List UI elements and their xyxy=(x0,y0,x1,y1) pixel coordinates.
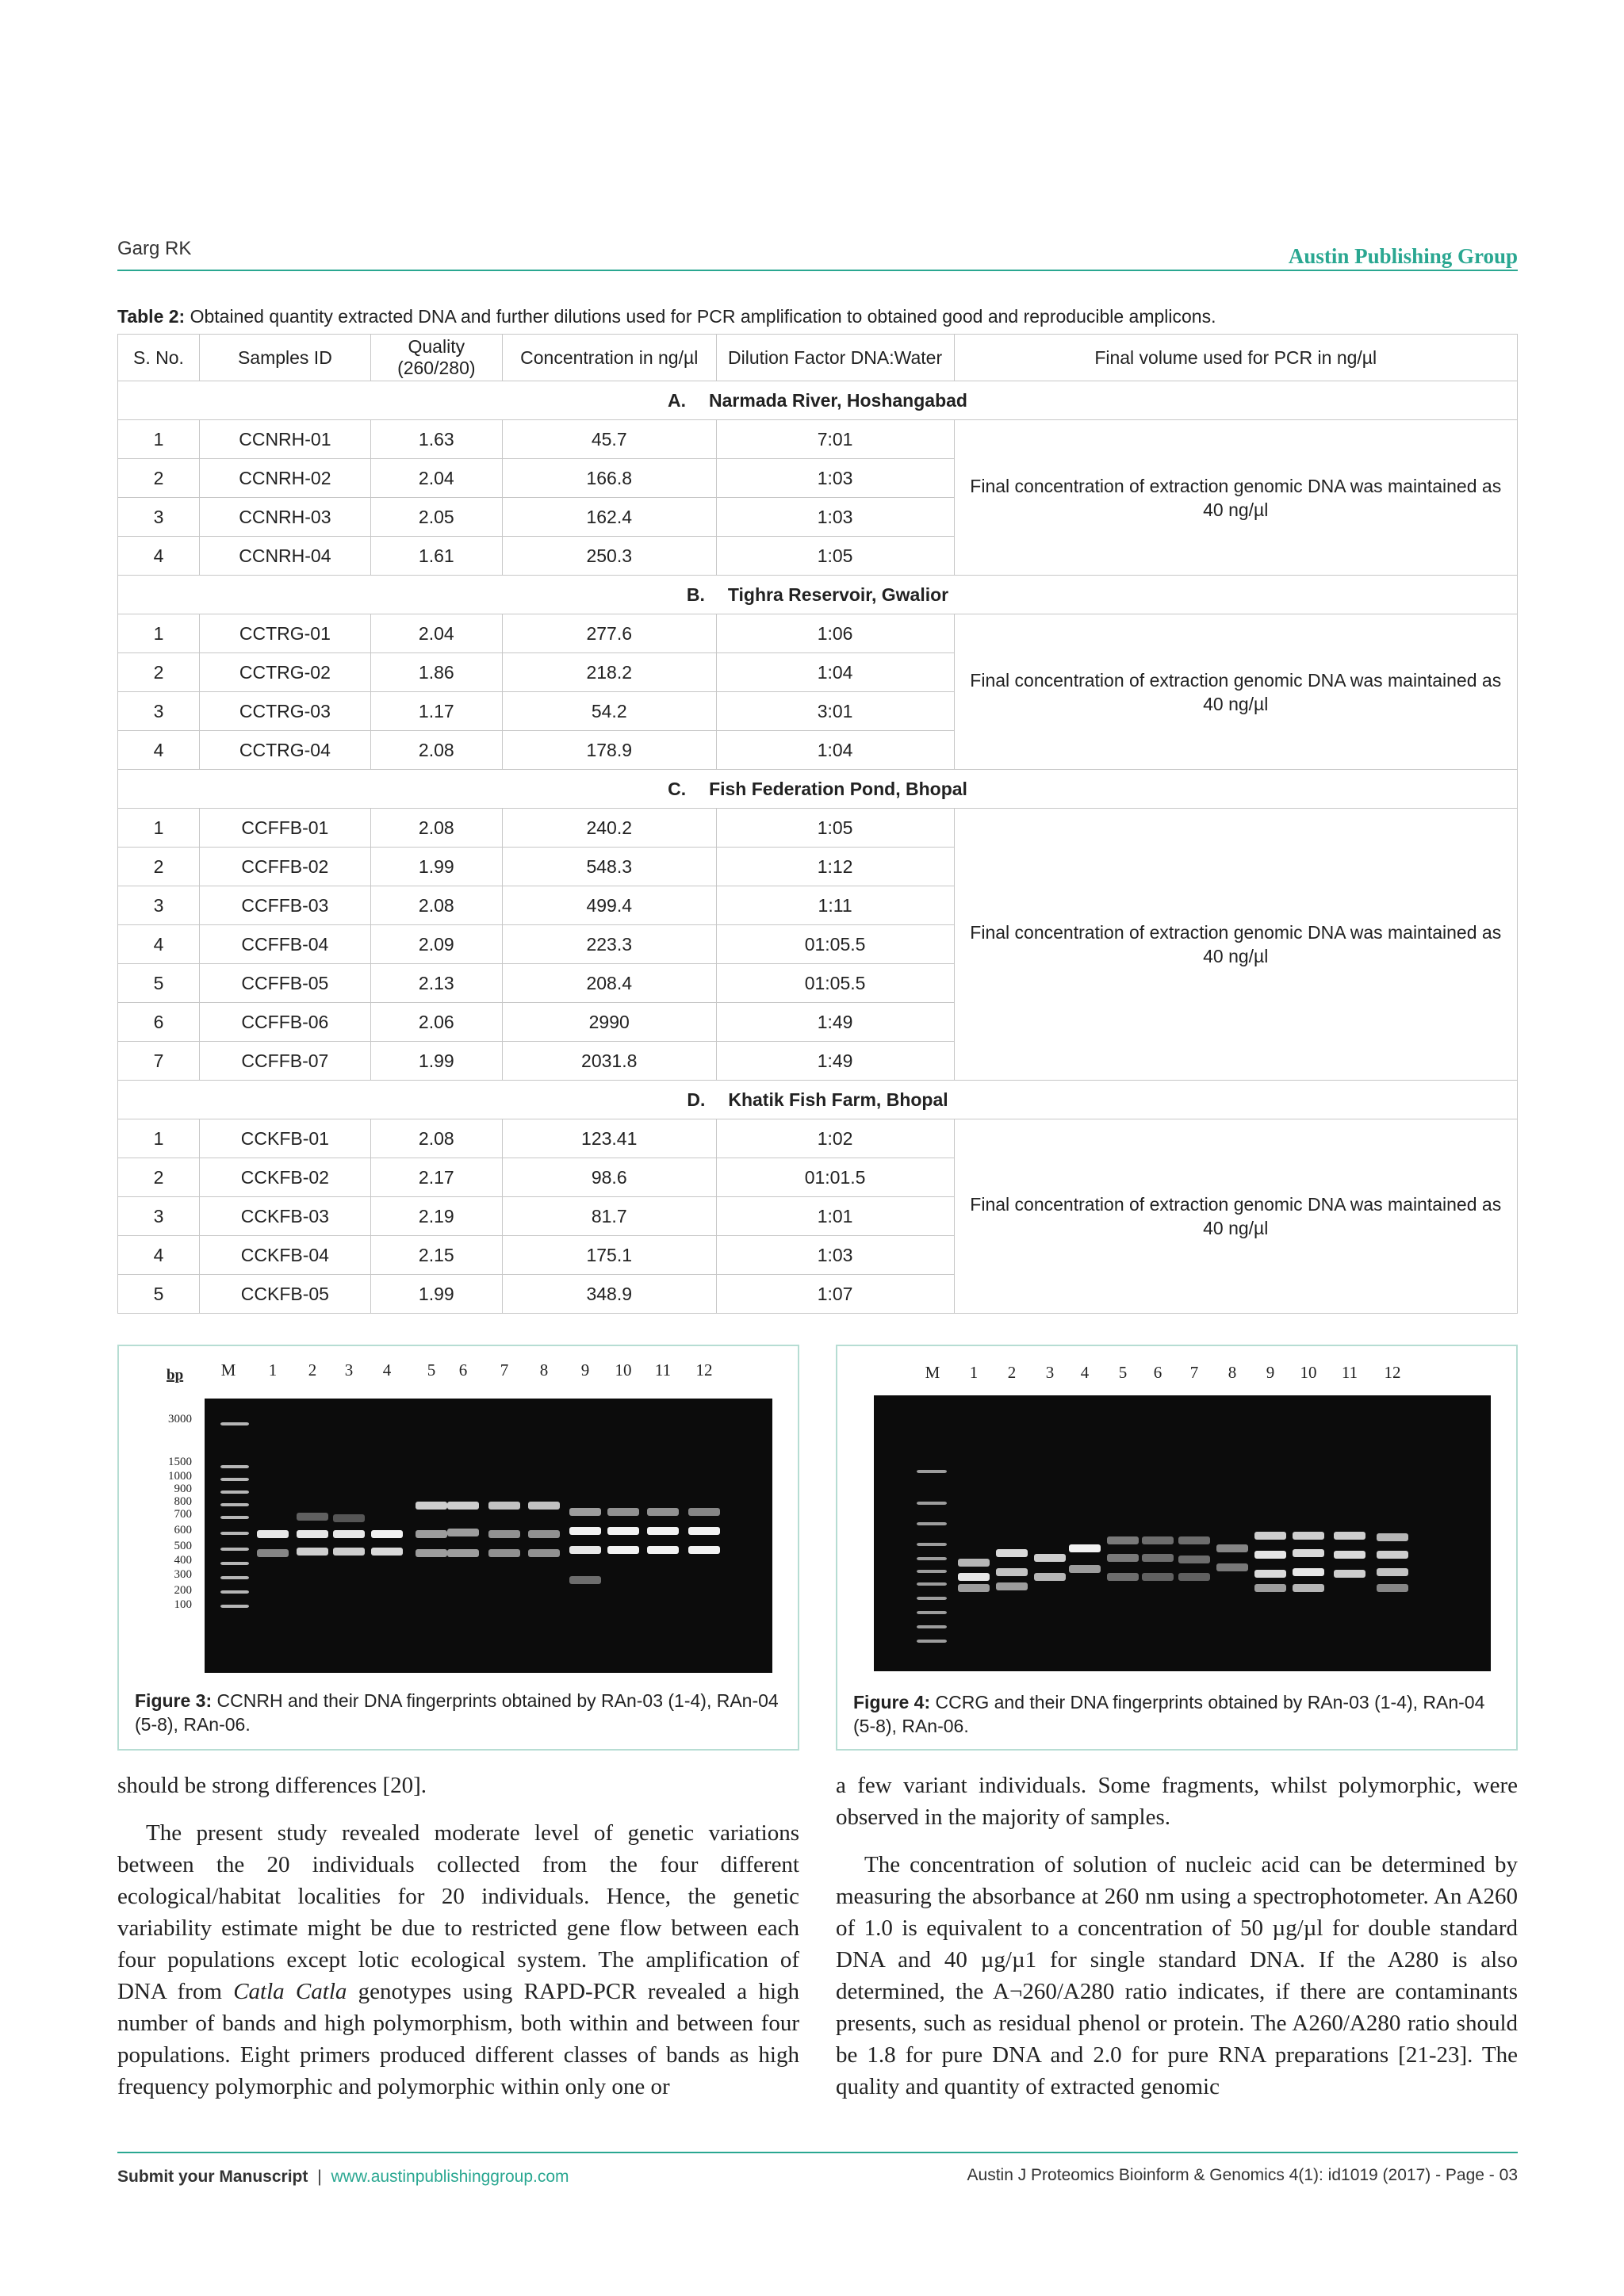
dna-band xyxy=(1293,1568,1324,1576)
lane-label: 11 xyxy=(1341,1363,1358,1382)
lane-label: 2 xyxy=(308,1360,317,1380)
figure-3 xyxy=(117,1345,799,1751)
table-cell: 4 xyxy=(118,537,200,576)
dna-band xyxy=(1377,1533,1408,1541)
footer-divider xyxy=(117,2152,1518,2153)
lane-label: 12 xyxy=(695,1360,713,1380)
table-cell: 348.9 xyxy=(502,1275,716,1314)
table-cell: 178.9 xyxy=(502,731,716,770)
table-cell: 54.2 xyxy=(502,692,716,731)
ladder-band xyxy=(917,1470,947,1473)
dna-band xyxy=(688,1527,720,1535)
dna-band xyxy=(371,1548,403,1556)
final-volume-note: Final concentration of extraction genomic DNA was maintained as 40 ng/µl xyxy=(954,1119,1518,1314)
dna-band xyxy=(257,1530,289,1538)
lane-label: 6 xyxy=(1153,1363,1162,1382)
dna-band xyxy=(1293,1584,1324,1592)
table-cell: 1:04 xyxy=(716,731,954,770)
dna-band xyxy=(1254,1584,1286,1592)
section-name: Khatik Fish Farm, Bhopal xyxy=(728,1089,948,1110)
table-cell: 1 xyxy=(118,1119,200,1158)
dna-band xyxy=(647,1508,679,1516)
ladder-band xyxy=(917,1625,947,1628)
ladder-label: 600 xyxy=(174,1524,192,1536)
dna-band xyxy=(1334,1551,1365,1559)
ladder-label: 900 xyxy=(174,1483,192,1495)
table-row xyxy=(118,614,1518,653)
table-cell: CCFFB-02 xyxy=(199,848,370,886)
ladder-label: 200 xyxy=(174,1584,192,1597)
dna-band xyxy=(447,1549,479,1557)
ladder-label: 700 xyxy=(174,1508,192,1521)
table-cell: 1.17 xyxy=(370,692,502,731)
table-section-row xyxy=(118,770,1518,809)
final-volume-note: Final concentration of extraction genomic DNA was maintained as 40 ng/µl xyxy=(954,420,1518,576)
table-cell: 218.2 xyxy=(502,653,716,692)
dna-band xyxy=(297,1548,328,1556)
table-cell: 7 xyxy=(118,1042,200,1081)
table-cell: CCKFB-01 xyxy=(199,1119,370,1158)
table-cell: CCFFB-01 xyxy=(199,809,370,848)
table-cell: 175.1 xyxy=(502,1236,716,1275)
dna-band xyxy=(1142,1573,1174,1581)
table-cell: 2.08 xyxy=(370,1119,502,1158)
dna-band xyxy=(1178,1536,1210,1544)
section-name: Tighra Reservoir, Gwalior xyxy=(727,584,949,605)
table-cell: 1:03 xyxy=(716,459,954,498)
lane-label: 9 xyxy=(580,1360,590,1380)
table-cell: 208.4 xyxy=(502,964,716,1003)
lane-label: 2 xyxy=(1007,1363,1017,1382)
submit-manuscript-label: Submit your Manuscript xyxy=(117,2168,308,2186)
paragraph: a few variant individuals. Some fragments, whilst polymorphic, were observed in the majority of samples. xyxy=(836,1773,1518,1830)
dna-band xyxy=(958,1584,990,1592)
figure-4-gel-image xyxy=(837,1346,1516,1687)
dna-band xyxy=(1142,1554,1174,1562)
table-cell: 01:05.5 xyxy=(716,964,954,1003)
publisher-url-link[interactable]: www.austinpublishinggroup.com xyxy=(331,2168,569,2186)
lane-label: 3 xyxy=(1045,1363,1055,1382)
table-cell: 6 xyxy=(118,1003,200,1042)
table-cell: 1:05 xyxy=(716,537,954,576)
table-cell: CCTRG-04 xyxy=(199,731,370,770)
dna-band xyxy=(1377,1584,1408,1592)
table-cell: 5 xyxy=(118,1275,200,1314)
footer-submit xyxy=(117,2168,569,2187)
section-heading xyxy=(118,1081,1518,1119)
dna-band xyxy=(1178,1573,1210,1581)
dna-band xyxy=(333,1548,365,1556)
table-cell: CCNRH-02 xyxy=(199,459,370,498)
table-cell: 1.99 xyxy=(370,1275,502,1314)
ladder-band xyxy=(917,1502,947,1505)
table-cell: 2.19 xyxy=(370,1197,502,1236)
ladder-band xyxy=(917,1597,947,1600)
table-cell: 2.09 xyxy=(370,925,502,964)
col-header-quality: Quality (260/280) xyxy=(370,335,502,381)
lane-label: 7 xyxy=(500,1360,509,1380)
lane-label: M xyxy=(220,1360,236,1380)
table-cell: 3 xyxy=(118,692,200,731)
table-cell: 2.04 xyxy=(370,459,502,498)
lane-labels xyxy=(925,1363,1401,1382)
table-cell: 45.7 xyxy=(502,420,716,459)
table-cell: 1.63 xyxy=(370,420,502,459)
lane-label: 6 xyxy=(458,1360,468,1380)
paragraph-text: The present study revealed moderate level of genetic variations between the 20 individuals collected from the four different ecological/habitat localities for 20 individuals. Hence, the genetic variability estimate might be due to restricted gene flow between each four populations except lotic ecological system. The amplification of DNA from xyxy=(117,1820,799,2004)
dna-band xyxy=(569,1546,601,1554)
ladder-label: 500 xyxy=(174,1540,192,1552)
table-cell: 123.41 xyxy=(502,1119,716,1158)
running-header-author: Garg RK xyxy=(117,238,192,259)
figure-4-caption-label: Figure 4: xyxy=(853,1692,931,1712)
table-cell: 1:04 xyxy=(716,653,954,692)
lane-label: 8 xyxy=(1228,1363,1237,1382)
ladder-band xyxy=(220,1576,249,1579)
dna-band xyxy=(1069,1565,1101,1573)
table-cell: 2990 xyxy=(502,1003,716,1042)
table-cell: 1:03 xyxy=(716,498,954,537)
ladder-band xyxy=(220,1465,249,1468)
figure-3-caption xyxy=(135,1689,785,1736)
dna-band xyxy=(416,1502,447,1510)
dna-band xyxy=(647,1527,679,1535)
dna-band xyxy=(528,1549,560,1557)
table-cell: 3 xyxy=(118,886,200,925)
table-row xyxy=(118,420,1518,459)
table-cell: 1 xyxy=(118,614,200,653)
dna-band xyxy=(958,1573,990,1581)
dna-band xyxy=(569,1508,601,1516)
dna-band xyxy=(1254,1570,1286,1578)
ladder-label: 1500 xyxy=(168,1456,192,1468)
lane-label: 7 xyxy=(1189,1363,1199,1382)
table-cell: 1:06 xyxy=(716,614,954,653)
figure-4 xyxy=(836,1345,1518,1751)
col-header-dilution: Dilution Factor DNA:Water xyxy=(716,335,954,381)
ladder-band xyxy=(917,1557,947,1560)
dna-band xyxy=(333,1514,365,1522)
dna-band xyxy=(996,1549,1028,1557)
table-row xyxy=(118,1119,1518,1158)
table-cell: 162.4 xyxy=(502,498,716,537)
section-name: Narmada River, Hoshangabad xyxy=(709,389,967,411)
lane-labels xyxy=(221,1360,713,1380)
publisher-name: Austin Publishing Group xyxy=(1288,244,1518,268)
ladder-band xyxy=(917,1582,947,1586)
paragraph xyxy=(117,1817,799,2103)
table-section-row xyxy=(118,576,1518,614)
table-cell: 1.99 xyxy=(370,1042,502,1081)
table-cell: 2.05 xyxy=(370,498,502,537)
dna-band xyxy=(1377,1568,1408,1576)
table-cell: 2.08 xyxy=(370,809,502,848)
lane-label: 4 xyxy=(382,1360,392,1380)
figure-4-caption-text: CCRG and their DNA fingerprints obtained by RAn-03 (1-4), RAn-04 (5-8), RAn-06. xyxy=(853,1692,1485,1736)
lane-label: M xyxy=(925,1363,940,1382)
footer-separator: | xyxy=(317,2168,322,2186)
ladder-labels xyxy=(168,1413,192,1611)
table-cell: 1.99 xyxy=(370,848,502,886)
paragraph: should be strong differences [20]. xyxy=(117,1773,427,1798)
dna-band xyxy=(1034,1554,1066,1562)
table-cell: CCNRH-03 xyxy=(199,498,370,537)
dna-band xyxy=(607,1527,639,1535)
dna-band xyxy=(1034,1573,1066,1581)
dna-band xyxy=(447,1529,479,1536)
lane-label: 12 xyxy=(1384,1363,1401,1382)
paragraph-text: genotypes using RAPD-PCR revealed a high number of bands and high polymorphism, both within and between four populations. Eight primers produced different classes of bands as high frequency polymorphic and polymorphic within only one or xyxy=(117,1979,799,2099)
final-volume-note: Final concentration of extraction genomic DNA was maintained as 40 ng/µl xyxy=(954,614,1518,770)
section-letter: B. xyxy=(686,584,705,605)
ladder-band xyxy=(220,1516,249,1519)
dna-band xyxy=(488,1530,520,1538)
dna-band xyxy=(958,1559,990,1567)
table-cell: CCFFB-03 xyxy=(199,886,370,925)
dna-band xyxy=(1107,1536,1139,1544)
footer-citation: Austin J Proteomics Bioinform & Genomics 4(1): id1019 (2017) - Page - 03 xyxy=(967,2166,1518,2184)
table-cell: 1:49 xyxy=(716,1003,954,1042)
dna-band xyxy=(333,1530,365,1538)
dna-band xyxy=(607,1546,639,1554)
table-cell: 2.08 xyxy=(370,886,502,925)
ladder-band xyxy=(917,1611,947,1614)
table-cell: 1 xyxy=(118,809,200,848)
section-letter: C. xyxy=(668,778,687,799)
dna-band xyxy=(416,1549,447,1557)
lane-label: 10 xyxy=(615,1360,632,1380)
ladder-band xyxy=(220,1478,249,1481)
table-cell: 1:02 xyxy=(716,1119,954,1158)
table-cell: 1:11 xyxy=(716,886,954,925)
dna-band xyxy=(688,1508,720,1516)
lane-label: 1 xyxy=(969,1363,979,1382)
table-cell: 277.6 xyxy=(502,614,716,653)
ladder-band xyxy=(220,1590,249,1594)
table-cell: CCFFB-04 xyxy=(199,925,370,964)
table-section-row xyxy=(118,1081,1518,1119)
table-cell: 3 xyxy=(118,498,200,537)
lane-label: 5 xyxy=(427,1360,436,1380)
bp-label: bp xyxy=(167,1367,184,1383)
body-column-right xyxy=(836,1770,1518,2103)
section-name: Fish Federation Pond, Bhopal xyxy=(709,778,967,799)
table-cell: 499.4 xyxy=(502,886,716,925)
table-cell: CCTRG-02 xyxy=(199,653,370,692)
table-cell: 2 xyxy=(118,1158,200,1197)
ladder-band xyxy=(917,1640,947,1643)
table-cell: CCKFB-02 xyxy=(199,1158,370,1197)
table-caption xyxy=(117,306,1216,327)
col-header-sno: S. No. xyxy=(118,335,200,381)
table-cell: CCTRG-03 xyxy=(199,692,370,731)
dna-band xyxy=(1216,1563,1248,1571)
dna-band xyxy=(688,1546,720,1554)
col-header-final-volume: Final volume used for PCR in ng/µl xyxy=(954,335,1518,381)
ladder-band xyxy=(917,1570,947,1573)
dna-band xyxy=(297,1530,328,1538)
table-cell: CCFFB-06 xyxy=(199,1003,370,1042)
lane-label: 5 xyxy=(1118,1363,1128,1382)
section-heading xyxy=(118,770,1518,809)
table-cell: 1.86 xyxy=(370,653,502,692)
lane-label: 4 xyxy=(1080,1363,1090,1382)
dna-quantity-table xyxy=(117,334,1518,1314)
ladder-label: 1000 xyxy=(168,1470,192,1483)
table-cell: CCNRH-01 xyxy=(199,420,370,459)
table-cell: 3:01 xyxy=(716,692,954,731)
header-divider xyxy=(117,270,1518,271)
dna-band xyxy=(647,1546,679,1554)
table-cell: 1.61 xyxy=(370,537,502,576)
section-heading xyxy=(118,381,1518,420)
table-cell: 1:05 xyxy=(716,809,954,848)
dna-band xyxy=(447,1502,479,1510)
ladder-band xyxy=(220,1503,249,1506)
ladder-band xyxy=(220,1562,249,1565)
table-section-row xyxy=(118,381,1518,420)
lane-label: 9 xyxy=(1266,1363,1275,1382)
table-cell: 2 xyxy=(118,848,200,886)
dna-band xyxy=(607,1508,639,1516)
table-cell: CCFFB-05 xyxy=(199,964,370,1003)
dna-band xyxy=(1107,1554,1139,1562)
figure-3-caption-text: CCNRH and their DNA fingerprints obtained by RAn-03 (1-4), RAn-04 (5-8), RAn-06. xyxy=(135,1690,779,1735)
table-cell: 2.06 xyxy=(370,1003,502,1042)
figure-4-caption xyxy=(853,1690,1503,1738)
dna-band xyxy=(1254,1551,1286,1559)
dna-band xyxy=(528,1502,560,1510)
body-column-left xyxy=(117,1770,799,2103)
lane-label: 8 xyxy=(539,1360,549,1380)
paragraph: The concentration of solution of nucleic acid can be determined by measuring the absorbance at 260 nm using a spectrophotometer. An A260 of 1.0 is equivalent to a concentration of 50 µg/µl for double standard DNA and 40 µg/µ1 for single standard DNA. If the A280 is also determined, the A¬260/A280 ratio indicates, if there are contaminants presents, such as residual phenol or protein. The A260/A280 ratio should be 1.8 for pure DNA and 2.0 for pure RNA preparations [21-23]. The quality and quantity of extracted genomic xyxy=(836,1852,1518,2099)
ladder-label: 800 xyxy=(174,1495,192,1508)
table-cell: 223.3 xyxy=(502,925,716,964)
ladder-label: 3000 xyxy=(168,1413,192,1425)
dna-band xyxy=(1334,1570,1365,1578)
table-cell: 81.7 xyxy=(502,1197,716,1236)
dna-band xyxy=(297,1513,328,1521)
section-letter: A. xyxy=(668,389,687,411)
table-cell: 240.2 xyxy=(502,809,716,848)
section-letter: D. xyxy=(687,1089,706,1110)
species-name: Catla Catla xyxy=(233,1979,347,2004)
ladder-band xyxy=(917,1522,947,1525)
table-cell: CCKFB-04 xyxy=(199,1236,370,1275)
dna-band xyxy=(1254,1532,1286,1540)
col-header-sample-id: Samples ID xyxy=(199,335,370,381)
ladder-band xyxy=(220,1548,249,1551)
ladder-band xyxy=(220,1422,249,1425)
dna-band xyxy=(1377,1551,1408,1559)
table-cell: 98.6 xyxy=(502,1158,716,1197)
table-cell: 4 xyxy=(118,731,200,770)
table-cell: 250.3 xyxy=(502,537,716,576)
dna-band xyxy=(488,1549,520,1557)
col-header-concentration: Concentration in ng/µl xyxy=(502,335,716,381)
dna-band xyxy=(996,1582,1028,1590)
table-cell: 01:01.5 xyxy=(716,1158,954,1197)
dna-band xyxy=(569,1527,601,1535)
table-cell: 1:49 xyxy=(716,1042,954,1081)
ladder-label: 100 xyxy=(174,1598,192,1611)
dna-band xyxy=(257,1549,289,1557)
lane-label: 3 xyxy=(344,1360,354,1380)
lane-label: 10 xyxy=(1300,1363,1317,1382)
dna-band xyxy=(1216,1544,1248,1552)
dna-band xyxy=(528,1530,560,1538)
table-cell: 1 xyxy=(118,420,200,459)
table-cell: 1:07 xyxy=(716,1275,954,1314)
table-cell: 2031.8 xyxy=(502,1042,716,1081)
figure-3-gel-image xyxy=(119,1346,798,1687)
dna-band xyxy=(1293,1532,1324,1540)
table-caption-label: Table 2: xyxy=(117,306,186,327)
table-cell: 4 xyxy=(118,925,200,964)
table-header-row xyxy=(118,335,1518,381)
dna-band xyxy=(1069,1544,1101,1552)
ladder-band xyxy=(220,1605,249,1608)
table-cell: CCKFB-05 xyxy=(199,1275,370,1314)
section-heading xyxy=(118,576,1518,614)
lane-label: 11 xyxy=(654,1360,672,1380)
table-row xyxy=(118,809,1518,848)
table-caption-text: Obtained quantity extracted DNA and further dilutions used for PCR amplification to obtained good and reproducible amplicons. xyxy=(190,306,1216,327)
ladder-band xyxy=(220,1532,249,1535)
table-cell: CCKFB-03 xyxy=(199,1197,370,1236)
dna-band xyxy=(1107,1573,1139,1581)
lane-label: 1 xyxy=(268,1360,278,1380)
table-cell: 2 xyxy=(118,653,200,692)
table-cell: 1:01 xyxy=(716,1197,954,1236)
table-cell: 2.13 xyxy=(370,964,502,1003)
table-cell: 2.08 xyxy=(370,731,502,770)
table-cell: CCNRH-04 xyxy=(199,537,370,576)
table-cell: CCTRG-01 xyxy=(199,614,370,653)
dna-band xyxy=(569,1576,601,1584)
table-cell: 7:01 xyxy=(716,420,954,459)
table-cell: 3 xyxy=(118,1197,200,1236)
dna-band xyxy=(416,1530,447,1538)
dna-band xyxy=(1293,1549,1324,1557)
table-cell: 2.17 xyxy=(370,1158,502,1197)
dna-band xyxy=(1178,1556,1210,1563)
table-cell: 5 xyxy=(118,964,200,1003)
table-cell: 4 xyxy=(118,1236,200,1275)
table-cell: 1:12 xyxy=(716,848,954,886)
table-cell: 1:03 xyxy=(716,1236,954,1275)
table-cell: 2.04 xyxy=(370,614,502,653)
ladder-band xyxy=(917,1543,947,1546)
ladder-label: 300 xyxy=(174,1568,192,1581)
table-cell: 2 xyxy=(118,459,200,498)
dna-band xyxy=(371,1530,403,1538)
final-volume-note: Final concentration of extraction genomic DNA was maintained as 40 ng/µl xyxy=(954,809,1518,1081)
dna-band xyxy=(1334,1532,1365,1540)
ladder-label: 400 xyxy=(174,1554,192,1567)
table-cell: 166.8 xyxy=(502,459,716,498)
dna-band xyxy=(996,1568,1028,1576)
figure-3-caption-label: Figure 3: xyxy=(135,1690,213,1711)
ladder-band xyxy=(220,1490,249,1494)
table-cell: 01:05.5 xyxy=(716,925,954,964)
dna-band xyxy=(488,1502,520,1510)
table-cell: 2.15 xyxy=(370,1236,502,1275)
table-cell: CCFFB-07 xyxy=(199,1042,370,1081)
dna-band xyxy=(1142,1536,1174,1544)
table-cell: 548.3 xyxy=(502,848,716,886)
